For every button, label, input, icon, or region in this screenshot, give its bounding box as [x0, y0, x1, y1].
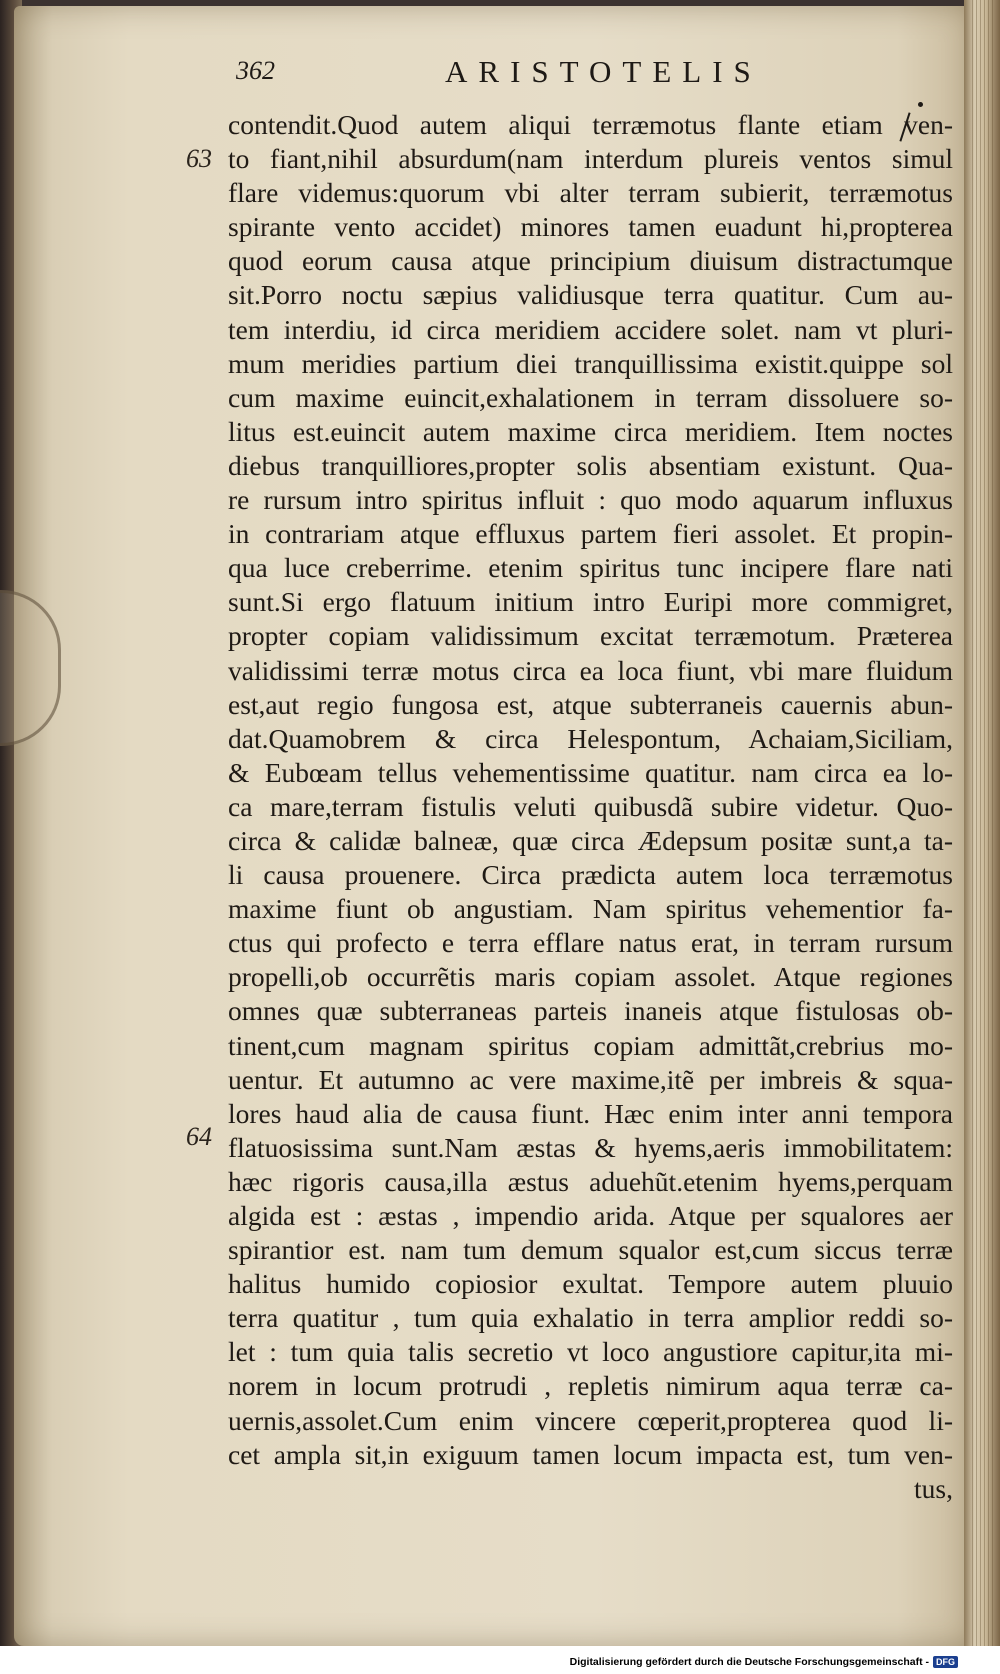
catchword: tus,: [914, 1472, 953, 1504]
marginal-note-64: 64: [186, 1122, 212, 1151]
text-line: flare videmus:quorum vbi alter terram subierit, terræmotus: [228, 177, 953, 209]
page-number: 362: [236, 56, 275, 85]
text-line: uernis,assolet.Cum enim vincere cœperit,propterea quod li-: [228, 1404, 953, 1436]
text-line: mum meridies partium diei tranquillissima existit.quippe sol: [228, 347, 953, 379]
text-line: propter copiam validissimum excitat terræmotum. Præterea: [228, 620, 953, 652]
text-line: sit.Porro noctu sæpius validiusque terra quatitur. Cum au-: [228, 279, 953, 311]
text-line: terra quatitur , tum quia exhalatio in terra amplior reddi so-: [228, 1302, 953, 1334]
text-line: uentur. Et autumno ac vere maxime,itẽ per imbreis & squa-: [228, 1063, 953, 1095]
text-line: spirantior est. nam tum demum squalor est,cum siccus terræ: [228, 1234, 953, 1266]
text-line: let : tum quia talis secretio vt loco angustiore capitur,ita mi-: [228, 1336, 953, 1368]
running-head: ARISTOTELIS: [445, 54, 762, 89]
page-stack-lines: [972, 0, 994, 1674]
text-line: litus est.euincit autem maxime circa meridiem. Item noctes: [228, 415, 953, 447]
digitization-credit: [570, 1656, 958, 1668]
text-line: sunt.Si ergo flatuum initium intro Euripi more commigret,: [228, 586, 953, 618]
dfg-logo: DFG: [933, 1656, 958, 1668]
text-line: norem in locum protrudi , repletis nimirum aqua terræ ca-: [228, 1370, 953, 1402]
text-line: contendit.Quod autem aliqui terræmotus flante etiam ven-: [228, 109, 953, 140]
text-line: diebus tranquilliores,propter solis absentiam existunt. Qua-: [228, 449, 953, 481]
text-line: spirante vento accidet) minores tamen euadunt hi,propterea: [228, 211, 953, 243]
text-line: re rursum intro spiritus influit : quo modo aquarum influxus: [228, 484, 953, 516]
text-line: est,aut regio fungosa est, atque subterraneis cauernis abun-: [228, 688, 953, 720]
marginal-note-63: 63: [186, 144, 212, 173]
credit-text: Digitalisierung gefördert durch die Deutsche Forschungsgemeinschaft -: [569, 1656, 929, 1668]
text-line: & Eubœam tellus vehementissime quatitur. nam circa ea lo-: [228, 756, 953, 788]
text-line: propelli,ob occurrẽtis maris copiam assolet. Atque regiones: [228, 961, 953, 993]
text-line: algida est : æstas , impendio arida. Atque per squalores aer: [228, 1200, 953, 1231]
text-line: flatuosissima sunt.Nam æstas & hyems,aeris immobilitatem:: [228, 1131, 953, 1163]
text-line: validissimi terræ motus circa ea loca fiunt, vbi mare fluidum: [228, 654, 953, 686]
text-line: to fiant,nihil absurdum(nam interdum plureis ventos simul: [228, 143, 953, 175]
text-line: quod eorum causa atque principium diuisum distractumque: [228, 245, 953, 277]
text-line: cet ampla sit,in exiguum tamen locum impacta est, tum ven-: [228, 1438, 953, 1470]
text-line: dat.Quamobrem & circa Helespontum, Achaiam,Siciliam,: [228, 722, 953, 754]
text-line: ca mare,terram fistulis veluti quibusdã subire videtur. Quo-: [228, 790, 953, 822]
text-line: omnes quæ subterraneas parteis inaneis atque fistulosas ob-: [228, 995, 953, 1027]
margin-dot: [918, 102, 923, 107]
text-line: hæc rigoris causa,illa æstus aduehũt.etenim hyems,perquam: [228, 1165, 953, 1197]
text-line: lores haud alia de causa fiunt. Hæc enim inter anni tempora: [228, 1097, 953, 1129]
text-line: li causa prouenere. Circa prædicta autem loca terræmotus: [228, 859, 953, 891]
text-line: circa & calidæ balneæ, quæ circa Ædepsum positæ sunt,a ta-: [228, 824, 953, 856]
text-line: in contrariam atque effluxus partem fieri assolet. Et propin-: [228, 518, 953, 550]
text-line: halitus humido copiosior exultat. Tempore autem pluuio: [228, 1268, 953, 1300]
text-line: tem interdiu, id circa meridiem accidere solet. nam vt pluri-: [228, 313, 953, 345]
text-line: maxime fiunt ob angustiam. Nam spiritus vehementior fa-: [228, 893, 953, 925]
text-line: ctus qui profecto e terra efflare natus erat, in terram rursum: [228, 927, 953, 959]
text-line: tinent,cum magnam spiritus copiam admittãt,crebrius mo-: [228, 1029, 953, 1061]
text-line: qua luce creberrime. etenim spiritus tunc incipere flare nati: [228, 552, 953, 584]
text-line: cum maxime euincit,exhalationem in terram dissoluere so-: [228, 381, 953, 413]
text-body: [228, 108, 953, 1506]
